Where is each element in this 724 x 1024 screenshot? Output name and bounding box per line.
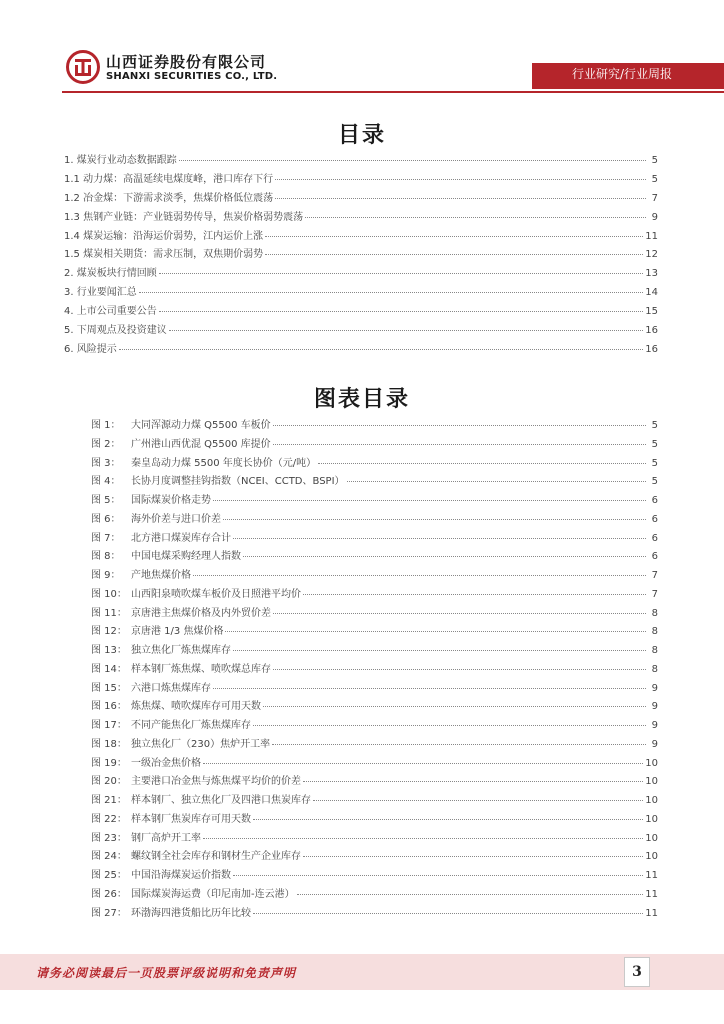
figure-entry[interactable] [91,622,658,641]
figure-entry-page: 9 [651,738,658,750]
figures-list [91,416,658,922]
figure-entry-number: 图 9： [91,570,121,581]
figure-entry-page: 10 [645,795,658,806]
page-header [0,0,724,100]
figure-entry-number: 图 3： [91,457,121,469]
dot-leader [233,538,646,539]
toc-entry[interactable] [64,208,658,227]
toc-entry[interactable] [64,151,658,170]
figure-entry-page: 11 [645,888,658,900]
figure-entry[interactable] [91,866,658,885]
toc-entry[interactable] [64,302,658,321]
figure-entry-number: 图 11： [91,607,127,619]
toc-entry-page: 7 [651,192,658,204]
figure-entry-page: 7 [651,570,658,581]
toc-entry-page: 5 [651,173,658,185]
toc-entry-title: 1.4 煤炭运输：沿海运价弱势，江内运价上涨 [64,230,264,242]
dot-leader [193,575,646,576]
toc-entry[interactable] [64,340,658,359]
figure-entry-page: 5 [651,457,658,469]
figure-entry[interactable] [91,491,658,510]
toc-entry[interactable] [64,264,658,283]
figure-entry-title: 中国电煤采购经理人指数 [131,551,241,563]
figure-entry-page: 7 [651,588,658,600]
figure-entry-number: 图 18： [91,738,127,750]
figure-entry-number: 图 12： [91,626,127,638]
dot-leader [213,688,646,689]
figure-entry[interactable] [91,472,658,491]
toc-title: 目录 [337,123,386,148]
dot-leader [275,179,646,180]
figure-entry-page: 5 [651,420,658,431]
dot-leader [253,913,643,914]
dot-leader [203,763,643,764]
dot-leader [263,706,646,707]
company-logo-icon [66,50,100,84]
dot-leader [318,463,646,464]
figure-entry[interactable] [91,735,658,754]
figure-entry-number: 图 5： [91,495,121,506]
dot-leader [233,875,643,876]
disclaimer-note: 请务必阅读最后一页股票评级说明和免责声明 [36,966,297,980]
dot-leader [225,631,646,632]
dot-leader [213,500,646,501]
toc-entry[interactable] [64,227,658,246]
dot-leader [159,311,644,312]
figure-entry-page: 10 [645,757,658,769]
toc-entry[interactable] [64,245,658,264]
toc-entry-page: 15 [645,306,658,318]
toc-entry-title: 4. 上市公司重要公告 [64,306,157,318]
figure-entry[interactable] [91,679,658,698]
figure-entry-title: 独立焦化厂（230）焦炉开工率 [131,738,271,750]
toc-entry-title: 1.3 焦钢产业链：产业链弱势传导，焦炭价格弱势震荡 [64,211,304,223]
dot-leader [233,650,646,651]
dot-leader [275,198,646,199]
figure-entry-number: 图 22： [91,813,127,825]
figure-entry[interactable] [91,791,658,810]
figure-entry[interactable] [91,566,658,585]
toc-list [64,151,658,359]
toc-entry-page: 16 [645,325,658,337]
figure-entry-title: 一级冶金焦价格 [131,757,201,769]
report-type-tag: 行业研究/行业周报 [571,67,672,81]
figure-entry-title: 独立焦化厂炼焦煤库存 [131,645,231,656]
dot-leader [273,669,646,670]
figure-entry-title: 环渤海四港货船比历年比较 [131,907,251,919]
dot-leader [347,481,646,482]
dot-leader [297,894,644,895]
figure-entry-title: 样本钢厂、独立焦化厂及四港口焦炭库存 [131,795,311,806]
dot-leader [169,330,644,331]
figure-entry-title: 六港口炼焦煤库存 [131,682,211,694]
figure-entry-number: 图 27： [91,907,127,919]
figure-entry-number: 图 14： [91,663,127,675]
figure-entry-number: 图 16： [91,701,127,713]
figure-entry-page: 10 [645,776,658,788]
figure-entry-page: 9 [651,720,658,731]
figure-entry-page: 8 [651,626,658,638]
dot-leader [253,725,646,726]
figure-entry-page: 8 [651,645,658,656]
dot-leader [139,292,644,293]
figure-entry-title: 秦皇岛动力煤 5500 年度长协价（元/吨） [131,457,317,469]
figure-entry-title: 不同产能焦化厂炼焦煤库存 [131,720,251,731]
figure-entry-page: 6 [651,495,658,506]
figure-entry-number: 图 26： [91,888,127,900]
figure-entry-page: 10 [645,851,658,863]
figure-entry[interactable] [91,885,658,904]
dot-leader [159,273,644,274]
figure-entry[interactable] [91,435,658,454]
dot-leader [303,594,646,595]
figure-entry-page: 9 [651,682,658,694]
toc-entry-title: 6. 风险提示 [64,343,117,355]
figure-entry[interactable] [91,529,658,548]
header-divider [62,91,724,93]
figure-entry-title: 中国沿海煤炭运价指数 [131,870,231,881]
figure-entry-page: 8 [651,663,658,675]
figure-entry-number: 图 23： [91,832,127,844]
dot-leader [273,613,646,614]
figure-entry-title: 海外价差与进口价差 [131,513,221,525]
toc-entry-page: 11 [645,230,658,242]
dot-leader [313,800,643,801]
dot-leader [273,425,646,426]
figures-title: 图表目录 [313,387,410,412]
dot-leader [253,819,643,820]
dot-leader [303,781,643,782]
company-name-cn: 山西证券股份有限公司 [106,53,267,71]
figure-entry-title: 长协月度调整挂钩指数（NCEI、CCTD、BSPI） [131,476,345,488]
figure-entry-title: 钢厂高炉开工率 [131,832,201,844]
toc-entry-title: 2. 煤炭板块行情回顾 [64,268,157,280]
toc-entry-page: 13 [645,268,658,280]
figure-entry[interactable] [91,510,658,529]
figure-entry-number: 图 2： [91,438,121,450]
figure-entry-number: 图 1： [91,420,121,431]
figure-entry-page: 11 [645,907,658,919]
company-name-en: SHANXI SECURITIES CO., LTD. [106,71,278,82]
figure-entry-number: 图 10： [91,588,127,600]
toc-entry-page: 9 [651,211,658,223]
figure-entry-title: 广州港山西优混 Q5500 库提价 [131,438,271,450]
figure-entry-title: 样本钢厂焦炭库存可用天数 [131,813,251,825]
figure-entry[interactable] [91,904,658,923]
figure-entry-number: 图 15： [91,682,127,694]
toc-entry-title: 1.1 动力煤：高温延续电煤度峰，港口库存下行 [64,173,274,185]
figure-entry[interactable] [91,641,658,660]
figure-entry-title: 大同浑源动力煤 Q5500 车板价 [131,420,271,431]
figure-entry-number: 图 21： [91,795,127,806]
figure-entry-page: 11 [645,870,658,881]
figure-entry-title: 国际煤炭价格走势 [131,495,211,506]
dot-leader [265,254,643,255]
figure-entry-page: 5 [651,476,658,488]
figure-entry-title: 国际煤炭海运费（印尼南加-连云港） [131,888,295,900]
figure-entry-page: 8 [651,607,658,619]
figure-entry-page: 6 [651,532,658,544]
toc-entry-title: 1.2 冶金煤：下游需求淡季，焦煤价格低位震荡 [64,192,274,204]
toc-entry-title: 1. 煤炭行业动态数据跟踪 [64,155,177,166]
figure-entry-page: 6 [651,513,658,525]
figure-entry-title: 京唐港主焦煤价格及内外贸价差 [131,607,271,619]
figure-entry-number: 图 4： [91,476,121,488]
dot-leader [265,236,643,237]
figure-entry[interactable] [91,754,658,773]
figure-entry-title: 京唐港 1/3 焦煤价格 [131,626,224,638]
figure-entry[interactable] [91,716,658,735]
figure-entry[interactable] [91,829,658,848]
figure-entry[interactable] [91,547,658,566]
figure-entry-number: 图 17： [91,720,127,731]
toc-entry[interactable] [64,170,658,189]
figure-entry-page: 9 [651,701,658,713]
figure-entry-number: 图 25： [91,870,127,881]
figure-entry[interactable] [91,604,658,623]
toc-entry-title: 1.5 煤炭相关期货：需求压制，双焦期价弱势 [64,249,264,261]
toc-entry[interactable] [64,321,658,340]
toc-entry-page: 5 [651,155,658,166]
toc-entry-page: 14 [645,287,658,299]
page-number: 3 [624,957,650,987]
dot-leader [203,838,643,839]
figure-entry-title: 北方港口煤炭库存合计 [131,532,231,544]
toc-entry[interactable] [64,189,658,208]
figure-entry-number: 图 8： [91,551,121,563]
figure-entry-page: 10 [645,813,658,825]
figure-entry-number: 图 6： [91,513,121,525]
figure-entry-number: 图 19： [91,757,127,769]
figure-entry[interactable] [91,454,658,473]
toc-entry-title: 5. 下周观点及投资建议 [64,325,167,337]
dot-leader [273,444,646,445]
figure-entry-number: 图 13： [91,645,127,656]
figure-entry-page: 6 [651,551,658,563]
figure-entry-number: 图 24： [91,851,127,863]
figure-entry[interactable] [91,697,658,716]
figure-entry-number: 图 7： [91,532,121,544]
toc-entry-page: 12 [645,249,658,261]
dot-leader [303,856,643,857]
figure-entry-page: 10 [645,832,658,844]
toc-entry-title: 3. 行业要闻汇总 [64,287,137,299]
figure-entry[interactable] [91,772,658,791]
dot-leader [243,556,646,557]
figure-entry[interactable] [91,810,658,829]
figure-entry-page: 5 [651,438,658,450]
figure-entry[interactable] [91,416,658,435]
figure-entry-number: 图 20： [91,776,127,788]
dot-leader [305,217,646,218]
toc-entry[interactable] [64,283,658,302]
dot-leader [179,160,646,161]
figure-entry-title: 主要港口冶金焦与炼焦煤平均价的价差 [131,776,301,788]
toc-entry-page: 16 [645,343,658,355]
figure-entry-title: 山西阳泉喷吹煤车板价及日照港平均价 [131,588,301,600]
dot-leader [119,349,644,350]
figure-entry[interactable] [91,847,658,866]
figure-entry-title: 炼焦煤、喷吹煤库存可用天数 [131,701,261,713]
figure-entry-title: 样本钢厂炼焦煤、喷吹煤总库存 [131,663,271,675]
figure-entry[interactable] [91,585,658,604]
figure-entry-title: 产地焦煤价格 [131,570,191,581]
figure-entry[interactable] [91,660,658,679]
dot-leader [223,519,646,520]
dot-leader [272,744,646,745]
figure-entry-title: 螺纹钢全社会库存和钢材生产企业库存 [131,851,301,863]
